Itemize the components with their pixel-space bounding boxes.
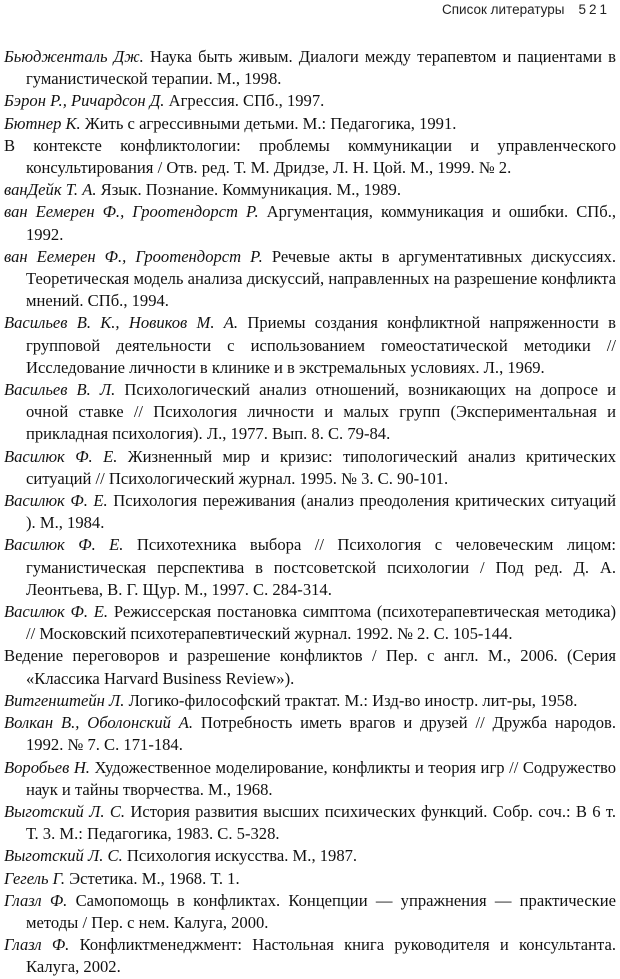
reference-entry [4,801,616,845]
reference-text: Художественное моделирование, конфликты и теория игр // Содружество наук и тайны творчества. М., 1968. [26,757,616,799]
reference-entry [4,312,616,379]
reference-author: Воробьев Н. [4,757,90,777]
reference-author: Бэрон Р., Ричардсон Д. [4,91,165,111]
reference-text: Агрессия. СПб., 1997. [164,91,325,111]
reference-entry [4,601,616,645]
reference-author: Василюк Ф. Е. [4,602,109,622]
reference-text: Ведение переговоров и разрешение конфликтов / Пер. с англ. М., 2006. (Серия «Классика Harvard Business Review»). [4,646,616,688]
reference-text: Самопомощь в конфликтах. Концепции — упражнения — практические методы / Пер. с нем. Калуга, 2000. [26,890,616,932]
page-number: 521 [578,2,610,17]
reference-text: Режиссерская постановка симптома (психотерапевтическая методика) // Московский психотерапевтический журнал. 1992. № 2. С. 105-144. [26,602,616,644]
reference-author: Василюк Ф. Е. [4,446,118,466]
reference-text: Психотехника выбора // Психология с человеческим лицом: гуманистическая перспектива в постсоветской психологии / Под ред. Д. А. Леонтьева, В. Г. Щур. М., 1997. С. 284-314. [26,535,616,599]
reference-text: Психологический анализ отношений, возникающих на допросе и очной ставке // Психология личности и малых групп (Экспериментальная и прикладная психология). Л., 1977. Вып. 8. С. 79-84. [26,380,617,444]
reference-text: Наука быть живым. Диалоги между терапевтом и пациентами в гуманистической терапии. М., 1998. [26,47,616,89]
reference-list [4,46,616,979]
reference-author: ван Еемерен Ф., Гроотендорст Р. [4,246,263,266]
reference-entry [4,246,616,313]
reference-entry [4,135,616,179]
reference-entry [4,490,616,534]
reference-author: Василюк Ф. Е. [4,535,124,555]
reference-entry [4,757,616,801]
reference-text: Эстетика. М., 1968. Т. 1. [65,868,240,888]
header-title: Список литературы [441,2,565,17]
reference-author: Витгенштейн Л. [4,690,125,710]
reference-entry [4,46,616,90]
reference-entry [4,868,616,890]
reference-entry [4,534,616,601]
reference-entry [4,379,616,446]
reference-text: Язык. Познание. Коммуникация. М., 1989. [96,180,401,200]
reference-text: Психология переживания (анализ преодоления критических ситуаций ). М., 1984. [26,491,617,533]
reference-author: Волкан В., Оболонский А. [4,713,194,733]
reference-author: Василюк Ф. Е. [4,491,108,511]
reference-text: Жизненный мир и кризис: типологический анализ критических ситуаций // Психологический журнал. 1995. № 3. С. 90-101. [26,446,616,488]
reference-author: Глазл Ф. [4,935,70,955]
reference-author: ван Еемерен Ф., Гроотендорст Р. [4,202,259,222]
reference-author: Бютнер К. [4,113,81,133]
reference-text: История развития высших психических функций. Собр. соч.: В 6 т. Т. 3. М.: Педагогика, 1983. С. 5-328. [26,801,616,844]
reference-author: Васильев В. Л. [4,380,116,400]
reference-author: Выготский Л. С. [4,846,123,866]
reference-text: В контексте конфликтологии: проблемы коммуникации и управленческого консультирования / Отв. ред. Т. М. Дридзе, Л. Н. Цой. М., 1999. № 2. [4,135,616,178]
reference-entry [4,201,616,245]
reference-entry [4,90,616,112]
reference-author: ванДейк Т. А. [4,180,97,200]
reference-text: Приемы создания конфликтной напряженности в групповой деятельности с использованием гомеостатической методики // Исследование личности в клинике и в экстремальных условиях. Л., 1969. [26,313,616,377]
reference-text: Речевые акты в аргументативных дискуссиях. Теоретическая модель анализа дискуссий, направленных на разрешение конфликта мнений. СПб., 1994. [26,246,616,311]
reference-entry [4,845,616,867]
reference-entry [4,690,616,712]
reference-text: Логико-философский трактат. М.: Изд-во иностр. лит-ры, 1958. [124,690,578,710]
reference-entry [4,179,616,201]
reference-text: Аргументация, коммуникация и ошибки. СПб., 1992. [26,202,617,244]
reference-entry [4,645,616,689]
reference-entry [4,446,616,490]
reference-author: Гегель Г. [4,868,66,888]
reference-entry [4,890,616,934]
running-header [442,2,610,17]
reference-text: Жить с агрессивными детьми. М.: Педагогика, 1991. [80,113,457,133]
reference-author: Выготский Л. С. [4,801,126,821]
reference-entry [4,712,616,756]
reference-entry [4,934,616,978]
reference-entry [4,113,616,135]
reference-author: Васильев В. К., Новиков М. А. [4,313,239,333]
reference-text: Психология искусства. М., 1987. [122,846,358,866]
reference-author: Бьюдженталь Дж. [4,47,144,66]
reference-author: Глазл Ф. [4,890,68,910]
reference-text: Потребность иметь врагов и друзей // Дружба народов. 1992. № 7. С. 171-184. [26,713,616,755]
reference-text: Конфликтменеджмент: Настольная книга руководителя и консультанта. Калуга, 2002. [26,935,616,977]
